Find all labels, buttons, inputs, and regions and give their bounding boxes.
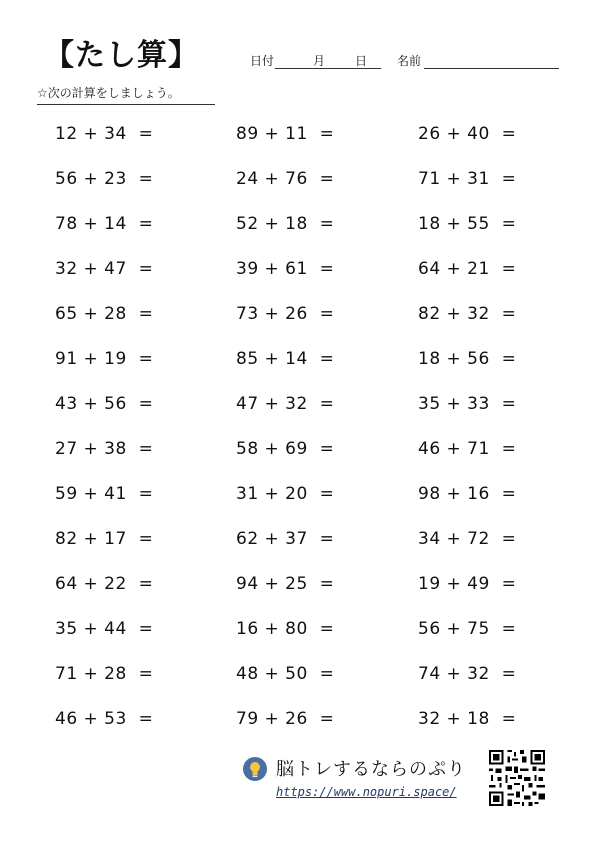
problem-col1-8: 27 + 38 = [55, 439, 154, 459]
problem-col1-13: 71 + 28 = [55, 664, 154, 684]
problem-col3-12: 56 + 75 = [418, 619, 517, 639]
problem-col2-8: 58 + 69 = [236, 439, 335, 459]
problem-col3-8: 46 + 71 = [418, 439, 517, 459]
problem-col1-14: 46 + 53 = [55, 709, 154, 729]
problem-col2-1: 89 + 11 = [236, 124, 335, 144]
problem-col1-1: 12 + 34 = [55, 124, 154, 144]
problem-col1-6: 91 + 19 = [55, 349, 154, 369]
brand-name: 脳トレするならのぷり [276, 759, 466, 780]
problem-col3-2: 71 + 31 = [418, 169, 517, 189]
problem-col2-5: 73 + 26 = [236, 304, 335, 324]
problem-col3-11: 19 + 49 = [418, 574, 517, 594]
problem-col1-5: 65 + 28 = [55, 304, 154, 324]
problem-col3-6: 18 + 56 = [418, 349, 517, 369]
problem-col2-13: 48 + 50 = [236, 664, 335, 684]
problem-col2-6: 85 + 14 = [236, 349, 335, 369]
problem-col3-4: 64 + 21 = [418, 259, 517, 279]
problem-col3-7: 35 + 33 = [418, 394, 517, 414]
problem-col1-3: 78 + 14 = [55, 214, 154, 234]
name-label: 名前 [397, 54, 422, 68]
problem-col3-1: 26 + 40 = [418, 124, 517, 144]
problem-col1-10: 82 + 17 = [55, 529, 154, 549]
problem-col3-3: 18 + 55 = [418, 214, 517, 234]
lightbulb-icon [243, 757, 267, 781]
problem-col2-10: 62 + 37 = [236, 529, 335, 549]
problem-col1-9: 59 + 41 = [55, 484, 154, 504]
problem-col1-4: 32 + 47 = [55, 259, 154, 279]
problem-col2-3: 52 + 18 = [236, 214, 335, 234]
problem-col3-14: 32 + 18 = [418, 709, 517, 729]
problem-col2-12: 16 + 80 = [236, 619, 335, 639]
problem-col2-9: 31 + 20 = [236, 484, 335, 504]
problem-col1-7: 43 + 56 = [55, 394, 154, 414]
date-label: 日付 [250, 54, 275, 68]
name-field[interactable] [424, 68, 559, 69]
problem-col1-12: 35 + 44 = [55, 619, 154, 639]
month-label: 月 [313, 54, 326, 68]
instruction: ☆次の計算をしましょう。 [37, 84, 215, 105]
day-label: 日 [355, 54, 368, 68]
problem-col2-14: 79 + 26 = [236, 709, 335, 729]
problem-col3-13: 74 + 32 = [418, 664, 517, 684]
problem-col2-4: 39 + 61 = [236, 259, 335, 279]
problem-col2-2: 24 + 76 = [236, 169, 335, 189]
problem-col2-11: 94 + 25 = [236, 574, 335, 594]
brand-url-link[interactable]: https://www.nopuri.space/ [276, 785, 457, 799]
problem-col1-11: 64 + 22 = [55, 574, 154, 594]
problem-col3-10: 34 + 72 = [418, 529, 517, 549]
problem-col1-2: 56 + 23 = [55, 169, 154, 189]
qr-code[interactable] [487, 748, 547, 808]
problem-col3-5: 82 + 32 = [418, 304, 517, 324]
page-title: 【たし算】 [44, 38, 199, 73]
problem-col2-7: 47 + 32 = [236, 394, 335, 414]
problem-col3-9: 98 + 16 = [418, 484, 517, 504]
